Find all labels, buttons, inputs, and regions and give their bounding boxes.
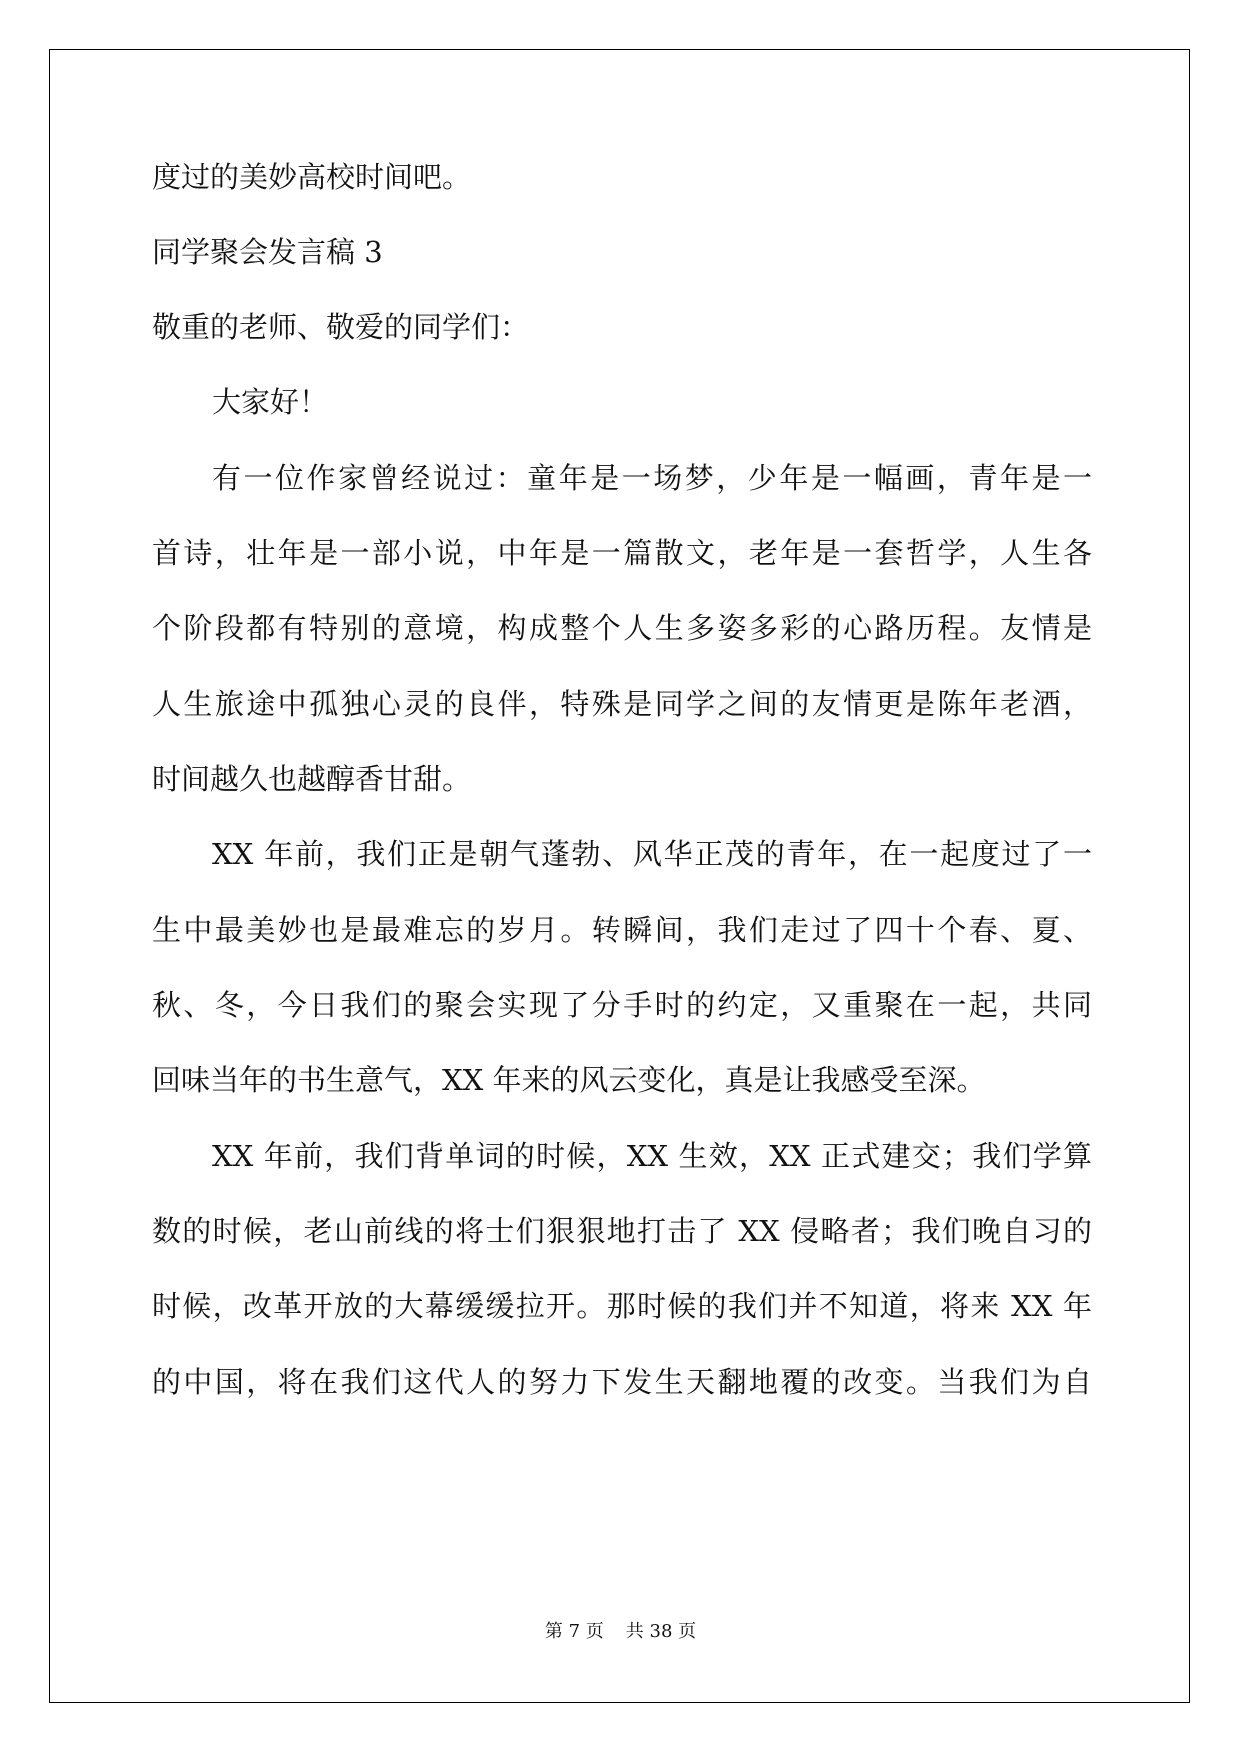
paragraph-line: 时间越久也越醇香甘甜。 [152,762,472,796]
page-number: 第 7 页 [544,1621,604,1642]
paragraph-line: 的中国，将在我们这代人的努力下发生天翻地覆的改变。当我们为自 [152,1365,1092,1399]
paragraph-line: 时候，改革开放的大幕缓缓拉开。那时候的我们并不知道，将来 XX 年 [152,1289,1092,1323]
paragraph-line: 有一位作家曾经说过：童年是一场梦，少年是一幅画，青年是一 [212,461,1092,495]
page-total: 共 38 页 [625,1621,697,1642]
paragraph-line: 首诗，壮年是一部小说，中年是一篇散文，老年是一套哲学，人生各 [152,536,1092,570]
greeting: 大家好！ [212,385,329,419]
paragraph-line: 个阶段都有特别的意境，构成整个人生多姿多彩的心路历程。友情是 [152,611,1092,645]
page-footer [0,1620,1241,1644]
paragraph-line: 回味当年的书生意气，XX 年来的风云变化，真是让我感受至深。 [152,1063,986,1097]
paragraph-line: XX 年前，我们正是朝气蓬勃、风华正茂的青年，在一起度过了一 [212,837,1092,871]
text-line: 度过的美妙高校时间吧。 [152,160,472,194]
section-heading: 同学聚会发言稿 3 [152,235,383,269]
paragraph-line: 生中最美妙也是最难忘的岁月。转瞬间，我们走过了四十个春、夏、 [152,913,1092,947]
paragraph-line: 人生旅途中孤独心灵的良伴，特殊是同学之间的友情更是陈年老酒， [152,687,1092,721]
paragraph-line: XX 年前，我们背单词的时候，XX 生效，XX 正式建交；我们学算 [212,1139,1092,1173]
salutation: 敬重的老师、敬爱的同学们： [152,310,530,344]
paragraph-line: 秋、冬，今日我们的聚会实现了分手时的约定，又重聚在一起，共同 [152,988,1092,1022]
paragraph-line: 数的时候，老山前线的将士们狠狠地打击了 XX 侵略者；我们晚自习的 [152,1214,1092,1248]
page-border [49,49,1190,1703]
